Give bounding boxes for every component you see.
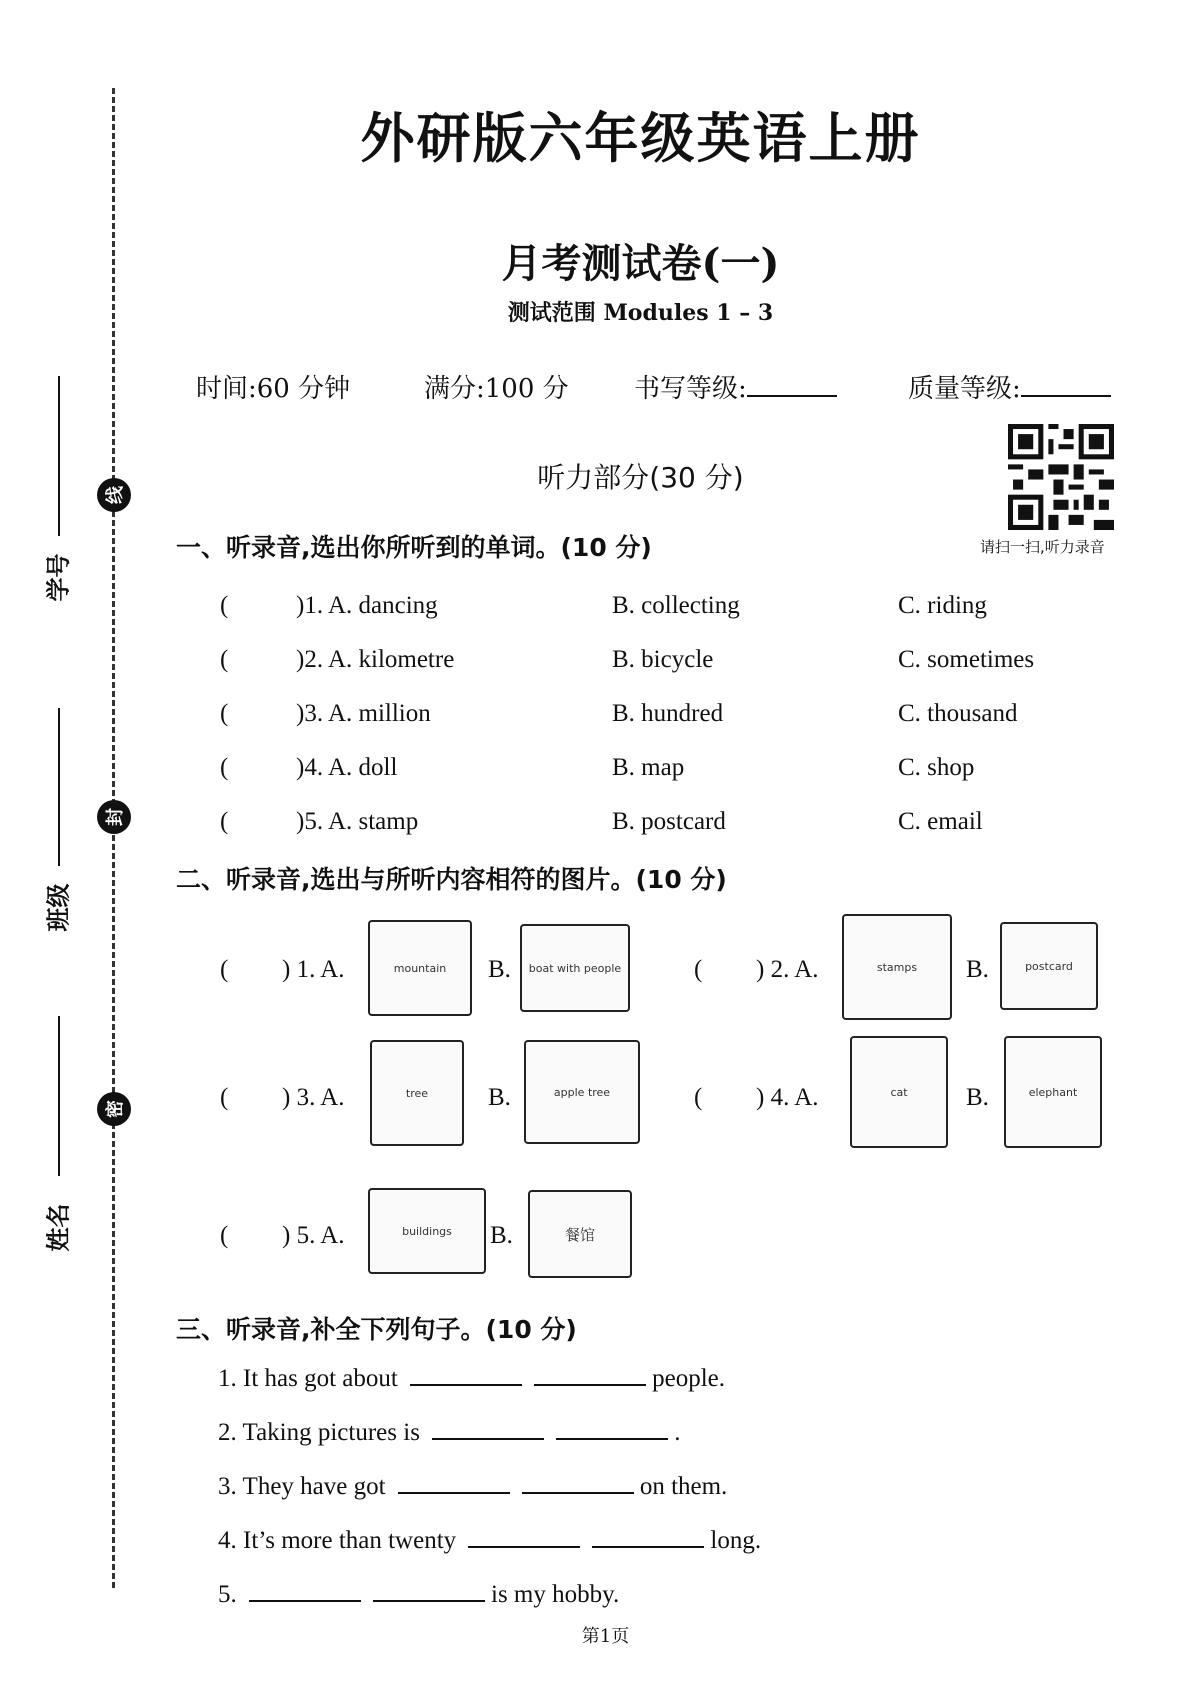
s3-sentence-3: [218, 1472, 727, 1501]
quality-grade-blank[interactable]: [1021, 375, 1111, 397]
s2-paren: (: [220, 1084, 229, 1111]
s1-q1-a[interactable]: )1. A. dancing: [296, 592, 438, 619]
s1-q5-b[interactable]: B. postcard: [612, 808, 726, 835]
section1-heading: 一、听录音,选出你所听到的单词。(10 分): [176, 533, 652, 562]
s3-1-text: 1. It has got about: [218, 1365, 398, 1392]
student-id-label: 学号: [44, 553, 73, 602]
qr-caption: 请扫一扫,听力录音: [980, 538, 1105, 556]
s2-q4-label: ) 4. A.: [756, 1084, 819, 1111]
apple-tree-image[interactable]: apple tree: [524, 1040, 640, 1144]
s1-q4-a[interactable]: )4. A. doll: [296, 754, 398, 781]
s3-3-text: 3. They have got: [218, 1473, 386, 1500]
s3-sentence-5: [218, 1580, 619, 1609]
s3-4-blank-1[interactable]: [468, 1526, 580, 1548]
s3-1-end: people.: [652, 1365, 725, 1392]
s3-4-text: 4. It’s more than twenty: [218, 1527, 457, 1554]
listening-heading: 听力部分(30 分): [537, 461, 744, 494]
quality-grade: [908, 368, 1111, 405]
section3-heading: 三、听录音,补全下列句子。(10 分): [176, 1315, 577, 1344]
stamps-image[interactable]: stamps: [842, 914, 952, 1020]
writing-grade-blank[interactable]: [747, 375, 837, 397]
page-number: 第1页: [581, 1626, 630, 1647]
s2-q2-label: ) 2. A.: [756, 956, 819, 983]
s1-q2-b[interactable]: B. bicycle: [612, 646, 714, 673]
quality-grade-label: 质量等级:: [908, 374, 1021, 404]
mountain-image[interactable]: mountain: [368, 920, 472, 1016]
time-info: 时间:60 分钟: [196, 374, 351, 404]
s1-q3-b[interactable]: B. hundred: [612, 700, 724, 727]
s3-5-text: 5.: [218, 1581, 237, 1608]
qr-code-icon[interactable]: [1008, 424, 1114, 530]
s2-q3-b: B.: [488, 1084, 511, 1111]
s3-2-blank-2[interactable]: [556, 1418, 668, 1440]
s2-q2-b: B.: [966, 956, 989, 983]
s1-q2-c[interactable]: C. sometimes: [898, 646, 1035, 673]
s2-q3-label: ) 3. A.: [282, 1084, 345, 1111]
s1-paren: (: [220, 808, 229, 835]
s3-sentence-1: [218, 1364, 725, 1393]
s3-3-blank-2[interactable]: [522, 1472, 634, 1494]
buildings-image[interactable]: buildings: [368, 1188, 486, 1274]
s3-5-blank-2[interactable]: [373, 1580, 485, 1602]
seal-xian: 线: [97, 478, 131, 512]
name-line[interactable]: [58, 1016, 60, 1176]
test-range: 测试范围 Modules 1 – 3: [507, 300, 774, 326]
s2-q5-b: B.: [490, 1222, 513, 1249]
s1-q2-a[interactable]: )2. A. kilometre: [296, 646, 455, 673]
s1-q3-a[interactable]: )3. A. million: [296, 700, 431, 727]
s1-q5-c[interactable]: C. email: [898, 808, 983, 835]
s3-sentence-4: [218, 1526, 761, 1555]
restaurant-image[interactable]: 餐馆: [528, 1190, 632, 1278]
s3-3-end: on them.: [639, 1473, 728, 1500]
s2-paren: (: [694, 1084, 703, 1111]
exam-subtitle: 月考测试卷(一): [501, 240, 780, 287]
s1-q4-c[interactable]: C. shop: [898, 754, 975, 781]
seal-mi: 密: [97, 1092, 131, 1126]
writing-grade-label: 书写等级:: [634, 374, 747, 404]
s2-q1-b: B.: [488, 956, 511, 983]
s2-q1-label: ) 1. A.: [282, 956, 345, 983]
s3-1-blank-1[interactable]: [410, 1364, 522, 1386]
s2-paren: (: [694, 956, 703, 983]
elephant-image[interactable]: elephant: [1004, 1036, 1102, 1148]
postcard-image[interactable]: postcard: [1000, 922, 1098, 1010]
s3-5-blank-1[interactable]: [249, 1580, 361, 1602]
cat-image[interactable]: cat: [850, 1036, 948, 1148]
s1-q3-c[interactable]: C. thousand: [898, 700, 1018, 727]
name-label: 姓名: [44, 1203, 73, 1252]
s2-q4-b: B.: [966, 1084, 989, 1111]
s3-2-end: .: [674, 1419, 681, 1446]
section2-heading: 二、听录音,选出与所听内容相符的图片。(10 分): [176, 865, 727, 894]
full-score-info: 满分:100 分: [424, 374, 569, 404]
s1-paren: (: [220, 592, 229, 619]
page-title: 外研版六年级英语上册: [360, 107, 921, 170]
class-line[interactable]: [58, 708, 60, 866]
s3-4-end: long.: [710, 1527, 762, 1554]
s2-paren: (: [220, 1222, 229, 1249]
s3-2-blank-1[interactable]: [432, 1418, 544, 1440]
boat-image[interactable]: boat with people: [520, 924, 630, 1012]
s2-paren: (: [220, 956, 229, 983]
s1-paren: (: [220, 754, 229, 781]
writing-grade: [634, 368, 837, 405]
s3-4-blank-2[interactable]: [592, 1526, 704, 1548]
s3-1-blank-2[interactable]: [534, 1364, 646, 1386]
s1-paren: (: [220, 646, 229, 673]
tree-image[interactable]: tree: [370, 1040, 464, 1146]
s1-q4-b[interactable]: B. map: [612, 754, 685, 781]
s1-q1-b[interactable]: B. collecting: [612, 592, 740, 619]
s3-2-text: 2. Taking pictures is: [218, 1419, 420, 1446]
class-label: 班级: [44, 883, 73, 932]
s2-q5-label: ) 5. A.: [282, 1222, 345, 1249]
s1-q5-a[interactable]: )5. A. stamp: [296, 808, 419, 835]
s3-3-blank-1[interactable]: [398, 1472, 510, 1494]
s3-sentence-2: [218, 1418, 680, 1447]
s3-5-end: is my hobby.: [491, 1581, 620, 1608]
s1-q1-c[interactable]: C. riding: [898, 592, 987, 619]
s1-paren: (: [220, 700, 229, 727]
seal-feng: 封: [97, 800, 131, 834]
